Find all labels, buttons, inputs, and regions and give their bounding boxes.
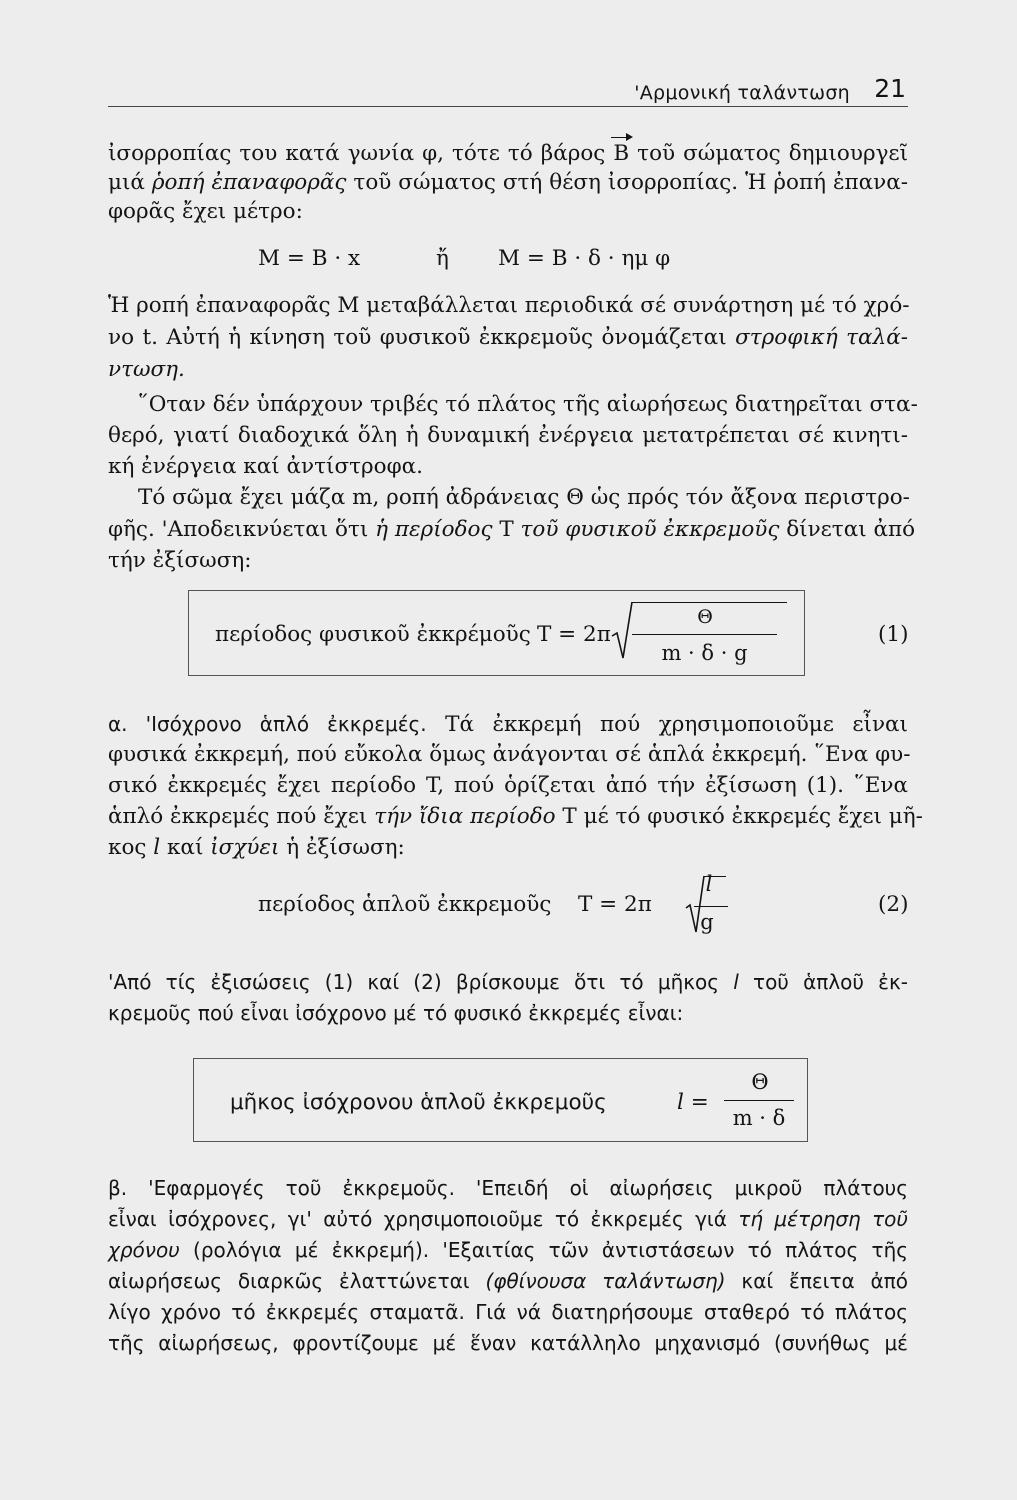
text-line: σικό ἐκκρεμές ἔχει περίοδο T, πού ὁρίζεται ἀπό τήν ἐξίσωση (1). ῞Ενα	[108, 773, 908, 798]
italic-term: χρόνου	[108, 1238, 180, 1262]
italic-term: ἰσχύει	[210, 835, 280, 860]
text-line	[108, 834, 908, 862]
text-run: (ρολόγια μέ ἐκκρεμή). 'Εξαιτίας τῶν ἀντιστάσεων τό πλάτος τῆς	[179, 1238, 908, 1262]
section-heading: α. 'Ισόχρονο ἁπλό ἐκκρεμές.	[108, 712, 427, 736]
equation-1-lhs: T = 2π	[537, 622, 611, 647]
text-line	[108, 140, 908, 168]
fraction-numerator: Θ	[751, 1070, 769, 1094]
text-run: T	[492, 517, 521, 542]
text-run: κος	[108, 835, 154, 860]
text-run: τοῦ ἁπλοῦ ἐκ-	[738, 970, 908, 994]
text-line	[108, 968, 908, 996]
text-line	[108, 1205, 908, 1233]
text-run: ἁπλό ἐκκρεμές πού ἔχει	[108, 804, 375, 829]
fraction-numerator: l	[705, 872, 713, 896]
text-line: λίγο χρόνο τό ἐκκρεμές σταματᾶ. Γιά νά διατηρήσουμε σταθερό τό πλάτος	[108, 1300, 908, 1324]
text-run: τοῦ σώματος δημιουργεῖ	[629, 141, 908, 166]
text-run: νο t. Αὐτή ἡ κίνηση τοῦ φυσικοῦ ἐκκρεμοῦς ὀνομάζεται	[108, 325, 736, 350]
square-root-sign	[612, 600, 632, 662]
italic-term: τήν ἴδια περίοδο	[374, 804, 556, 829]
text-line	[108, 1267, 908, 1295]
vector-b-symbol: B	[613, 141, 630, 166]
italic-term: τή μέτρηση τοῦ	[738, 1207, 908, 1231]
text-line: ῞Οταν δέν ὑπάρχουν τριβές τό πλάτος τῆς αἰωρήσεως διατηρεῖται στα-	[138, 392, 918, 417]
equation-2-label: περίοδος ἁπλοῦ ἐκκρεμοῦς	[258, 892, 552, 917]
text-line: θερό, γιατί διαδοχικά ὅλη ἡ δυναμική ἐνέργεια μετατρέπεται σέ κινητι-	[108, 423, 908, 448]
equation-1-label: περίοδος φυσικοῦ ἐκκρέμοῦς	[215, 622, 531, 647]
fraction-denominator: m · δ · g	[661, 641, 748, 665]
fraction-bar	[694, 906, 728, 907]
text-run: δίνεται ἀπό	[779, 517, 916, 542]
text-line	[108, 169, 908, 197]
italic-symbol: l	[153, 835, 161, 860]
italic-symbol: l	[733, 970, 739, 994]
italic-term: ῥοπή ἐπαναφορᾶς	[151, 170, 347, 195]
text-run: αἰωρήσεως διαρκῶς ἐλαττώνεται	[108, 1269, 486, 1293]
radical-overline	[632, 602, 787, 603]
text-run: T μέ τό φυσικό ἐκκρεμές ἔχει μῆ-	[555, 804, 923, 829]
text-line: ντωση.	[108, 357, 185, 382]
text-line: β. 'Εφαρμογές τοῦ ἐκκρεμοῦς. 'Επειδή οἱ αἰωρήσεις μικροῦ πλάτους	[108, 1176, 908, 1200]
text-run: μιά	[108, 170, 152, 195]
text-run: εἶναι ἰσόχρονες, γι' αὐτό χρησιμοποιοῦμε τό ἐκκρεμές γιά	[108, 1207, 739, 1231]
equation-1-number: (1)	[878, 622, 909, 647]
fraction-numerator: Θ	[697, 606, 713, 628]
equation-moment-right: M = B · δ · ημ φ	[498, 246, 671, 271]
fraction-denominator: m · δ	[732, 1106, 786, 1130]
text-line: κρεμοῦς πού εἶναι ἰσόχρονο μέ τό φυσικό ἐκκρεμές εἶναι:	[108, 1001, 684, 1025]
text-line: φορᾶς ἔχει μέτρο:	[108, 199, 303, 224]
equation-moment-left: M = B · x	[258, 246, 361, 271]
fraction-bar	[724, 1100, 794, 1101]
equation-3-lhs: l =	[677, 1090, 709, 1115]
text-line	[108, 516, 916, 544]
equation-3-label: μῆκος ἰσόχρονου ἁπλοῦ ἐκκρεμοῦς	[230, 1090, 607, 1115]
running-header	[108, 72, 908, 107]
italic-term: τοῦ φυσικοῦ ἐκκρεμοῦς	[520, 517, 780, 542]
text-run: Τά ἐκκρεμή πού χρησιμοποιοῦμε εἶναι	[426, 712, 908, 737]
fraction-denominator: g	[700, 910, 714, 934]
equation-or: ἤ	[436, 246, 449, 271]
page-number: 21	[874, 74, 906, 103]
text-line: τήν ἐξίσωση:	[108, 548, 252, 573]
text-run: τοῦ σώματος στή θέση ἰσορροπίας. Ἡ ῥοπή ἐπανα-	[346, 170, 909, 195]
text-line: Τό σῶμα ἔχει μάζα m, ροπή ἀδράνειας Θ ὡς πρός τόν ἄξονα περιστρο-	[138, 485, 910, 510]
equation-2-number: (2)	[878, 892, 909, 917]
text-line: Ἡ ροπή ἐπαναφορᾶς M μεταβάλλεται περιοδικά σέ συνάρτηση μέ τό χρό-	[108, 293, 910, 318]
text-run: καί ἔπειτα ἀπό	[725, 1269, 908, 1293]
text-run: ἰσορροπίας του κατά γωνία φ, τότε τό βάρος	[108, 141, 614, 166]
text-line: κή ἐνέργεια καί ἀντίστροφα.	[108, 454, 424, 479]
italic-term: ἡ περίοδος	[375, 517, 493, 542]
equation-2-lhs: T = 2π	[578, 892, 652, 917]
text-line	[108, 803, 923, 831]
text-run: 'Από τίς ἐξισώσεις (1) καί (2) βρίσκουμε ὅτι τό μῆκος	[108, 970, 734, 994]
text-line	[108, 710, 908, 739]
italic-term: στροφική ταλά-	[735, 325, 908, 350]
text-run: καί	[160, 835, 211, 860]
text-run: ἡ ἐξίσωση:	[279, 835, 405, 860]
italic-term: (φθίνουσα ταλάντωση)	[485, 1269, 726, 1293]
text-line: φυσικά ἐκκρεμή, πού εὔκολα ὅμως ἀνάγονται σέ ἁπλά ἐκκρεμή. ῞Ενα φυ-	[108, 742, 911, 767]
text-run: φῆς. 'Αποδεικνύεται ὅτι	[108, 517, 376, 542]
text-line	[108, 1236, 908, 1264]
fraction-bar	[632, 634, 777, 635]
text-line: τῆς αἰωρήσεως, φροντίζουμε μέ ἕναν κατάλληλο μηχανισμό (συνήθως μέ	[108, 1331, 908, 1355]
text-line	[108, 324, 908, 352]
chapter-title: 'Αρμονική ταλάντωση	[634, 82, 850, 104]
